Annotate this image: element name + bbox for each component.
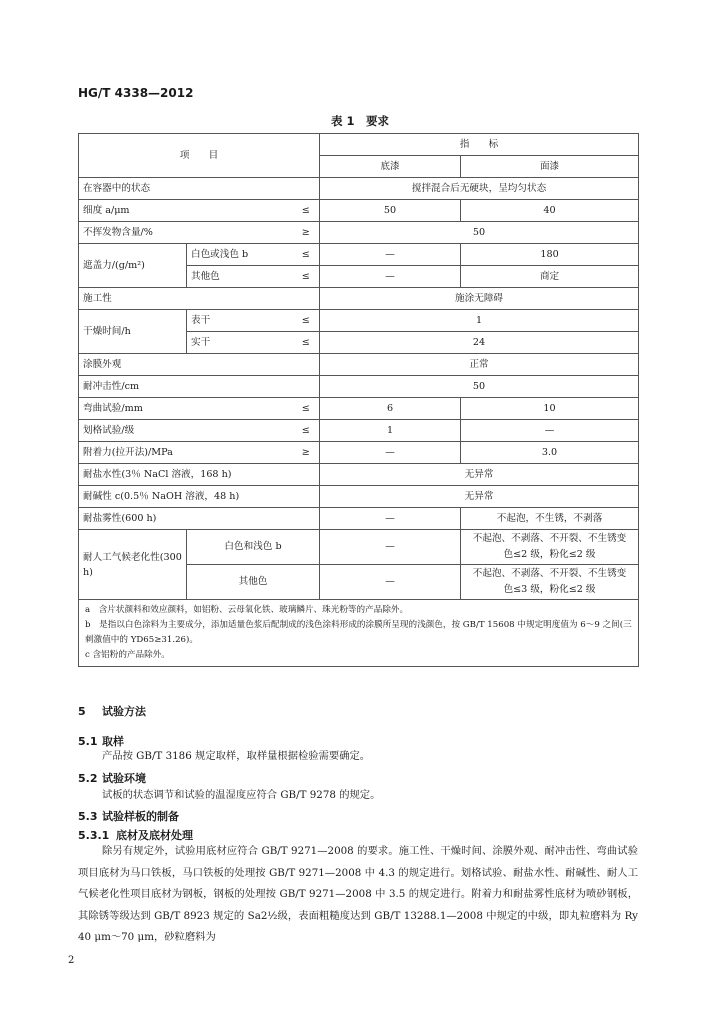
row-symbol: ≤: [293, 420, 320, 442]
table-row: [79, 442, 639, 464]
row-label: 施工性: [79, 288, 320, 310]
row-value: 40: [461, 200, 639, 222]
section-title: 试验方法: [102, 705, 146, 718]
row-value: 10: [461, 398, 639, 420]
row-label: 干燥时间/h: [79, 310, 187, 354]
table-row: [79, 600, 639, 667]
row-label: 耐人工气候老化性(300 h): [79, 530, 187, 600]
table-row: [79, 222, 639, 244]
row-value: 商定: [461, 266, 639, 288]
section-5-heading: [78, 703, 146, 719]
row-value: —: [320, 565, 461, 600]
section-number: 5.2: [78, 772, 98, 785]
row-value: 正常: [320, 354, 639, 376]
header-item: 项 目: [79, 134, 320, 178]
row-label: 涂膜外观: [79, 354, 320, 376]
row-value: 1: [320, 420, 461, 442]
row-value: 180: [461, 244, 639, 266]
row-value: 50: [320, 376, 639, 398]
row-value: 50: [320, 200, 461, 222]
row-label: 划格试验/级: [79, 420, 293, 442]
row-value: 6: [320, 398, 461, 420]
requirements-table: [78, 133, 639, 667]
note-a: a 含片状颜料和效应颜料，如铝粉、云母氧化铁、玻璃鳞片、珠光粉等的产品除外。: [85, 605, 409, 615]
row-sublabel: 白色和浅色 b: [187, 530, 320, 565]
row-symbol: ≤: [293, 244, 320, 266]
note-c: c 含铝粉的产品除外。: [85, 650, 170, 660]
header-index: 指 标: [320, 134, 639, 156]
section-5-3-heading: [78, 808, 179, 824]
row-value: —: [320, 508, 461, 530]
section-5-2-text: 试板的状态调节和试验的温湿度应符合 GB/T 9278 的规定。: [102, 789, 381, 801]
section-5-3-1-text: 除另有规定外，试验用底材应符合 GB/T 9271—2008 的要求。施工性、干燥时间、涂膜外观、耐冲击性、弯曲试验项目底材为马口铁板，马口铁板的处理按 GB/T 9271—2008 中 4.3 的规定进行。划格试验、耐盐水性、耐碱性、耐人工气候老化性项目底材为钢板，钢板的处理按 GB/T 9271—2008 中 3.5 的规定进行。附着力和耐盐雾性底材为喷砂钢板，其除锈等级达到 GB/T 8923 规定的 Sa2½级，表面粗糙度达到 GB/T 13288.1—2008 中规定的中级，即丸粒磨料为 Ry 40 μm～70 μm，砂粒磨料为: [78, 845, 638, 943]
section-number: 5.3.1: [78, 829, 110, 842]
row-sublabel: 表干: [187, 310, 293, 332]
table-row: [79, 244, 639, 266]
note-b: b 是指以白色涂料为主要成分，添加适量色浆后配制成的浅色涂料形成的涂膜所呈现的浅颜色，按 GB/T 15608 中规定明度值为 6～9 之间(三刺激值中的 YD65≥31.26)。: [85, 620, 632, 645]
row-symbol: ≤: [293, 398, 320, 420]
row-label: 耐盐水性(3％ NaCl 溶液，168 h): [79, 464, 320, 486]
row-value: 不起泡、不剥落、不开裂、不生锈变色≤2 级，粉化≤2 级: [461, 530, 639, 565]
row-symbol: ≥: [293, 442, 320, 464]
section-title: 取样: [102, 735, 124, 748]
standard-code-header: HG/T 4338—2012: [78, 86, 194, 100]
row-sublabel: 实干: [187, 332, 293, 354]
table-row: [79, 200, 639, 222]
section-title: 底材及底材处理: [116, 829, 193, 842]
section-number: 5.1: [78, 735, 98, 748]
section-5-1-text: 产品按 GB/T 3186 规定取样，取样量根据检验需要确定。: [102, 750, 371, 762]
row-label: 耐盐雾性(600 h): [79, 508, 320, 530]
row-label: 在容器中的状态: [79, 178, 320, 200]
row-sublabel: 白色或浅色 b: [187, 244, 293, 266]
table-row: [79, 486, 639, 508]
header-primer: 底漆: [320, 156, 461, 178]
section-5-2-heading: [78, 770, 146, 786]
row-sublabel: 其他色: [187, 565, 320, 600]
row-value: 1: [320, 310, 639, 332]
table-row: [79, 288, 639, 310]
row-label: 耐碱性 c(0.5％ NaOH 溶液，48 h): [79, 486, 320, 508]
row-label: 不挥发物含量/%: [79, 222, 293, 244]
row-value: —: [320, 530, 461, 565]
table-row: [79, 464, 639, 486]
table-row: [79, 134, 639, 156]
row-sublabel: 其他色: [187, 266, 293, 288]
table-row: [79, 508, 639, 530]
row-symbol: ≤: [293, 200, 320, 222]
table-notes: [79, 600, 639, 667]
row-value: 无异常: [320, 464, 639, 486]
row-label: 附着力(拉开法)/MPa: [79, 442, 293, 464]
table-row: [79, 178, 639, 200]
row-value: 不起泡、不剥落、不开裂、不生锈变色≤3 级，粉化≤2 级: [461, 565, 639, 600]
row-value: 不起泡，不生锈，不剥落: [461, 508, 639, 530]
row-value: —: [461, 420, 639, 442]
row-symbol: ≤: [293, 310, 320, 332]
row-value: 施涂无障碍: [320, 288, 639, 310]
table-row: [79, 398, 639, 420]
row-value: 无异常: [320, 486, 639, 508]
section-title: 试验环境: [102, 772, 146, 785]
row-symbol: ≤: [293, 266, 320, 288]
row-value: —: [320, 442, 461, 464]
row-value: 50: [320, 222, 639, 244]
row-value: —: [320, 244, 461, 266]
row-symbol: ≤: [293, 332, 320, 354]
row-label: 细度 a/μm: [79, 200, 293, 222]
row-label: 遮盖力/(g/m²): [79, 244, 187, 288]
table-row: [79, 530, 639, 565]
row-label: 弯曲试验/mm: [79, 398, 293, 420]
section-number: 5.3: [78, 810, 98, 823]
row-value: 搅拌混合后无硬块，呈均匀状态: [320, 178, 639, 200]
table-row: [79, 310, 639, 332]
table-caption: 表 1 要求: [330, 114, 389, 128]
table-row: [79, 354, 639, 376]
table-row: [79, 376, 639, 398]
page-number: 2: [68, 955, 75, 966]
row-value: 24: [320, 332, 639, 354]
row-value: 3.0: [461, 442, 639, 464]
row-symbol: ≥: [293, 222, 320, 244]
row-value: —: [320, 266, 461, 288]
section-number: 5: [78, 705, 86, 718]
table-row: [79, 420, 639, 442]
row-label: 耐冲击性/cm: [79, 376, 320, 398]
section-title: 试验样板的制备: [102, 810, 179, 823]
header-topcoat: 面漆: [461, 156, 639, 178]
